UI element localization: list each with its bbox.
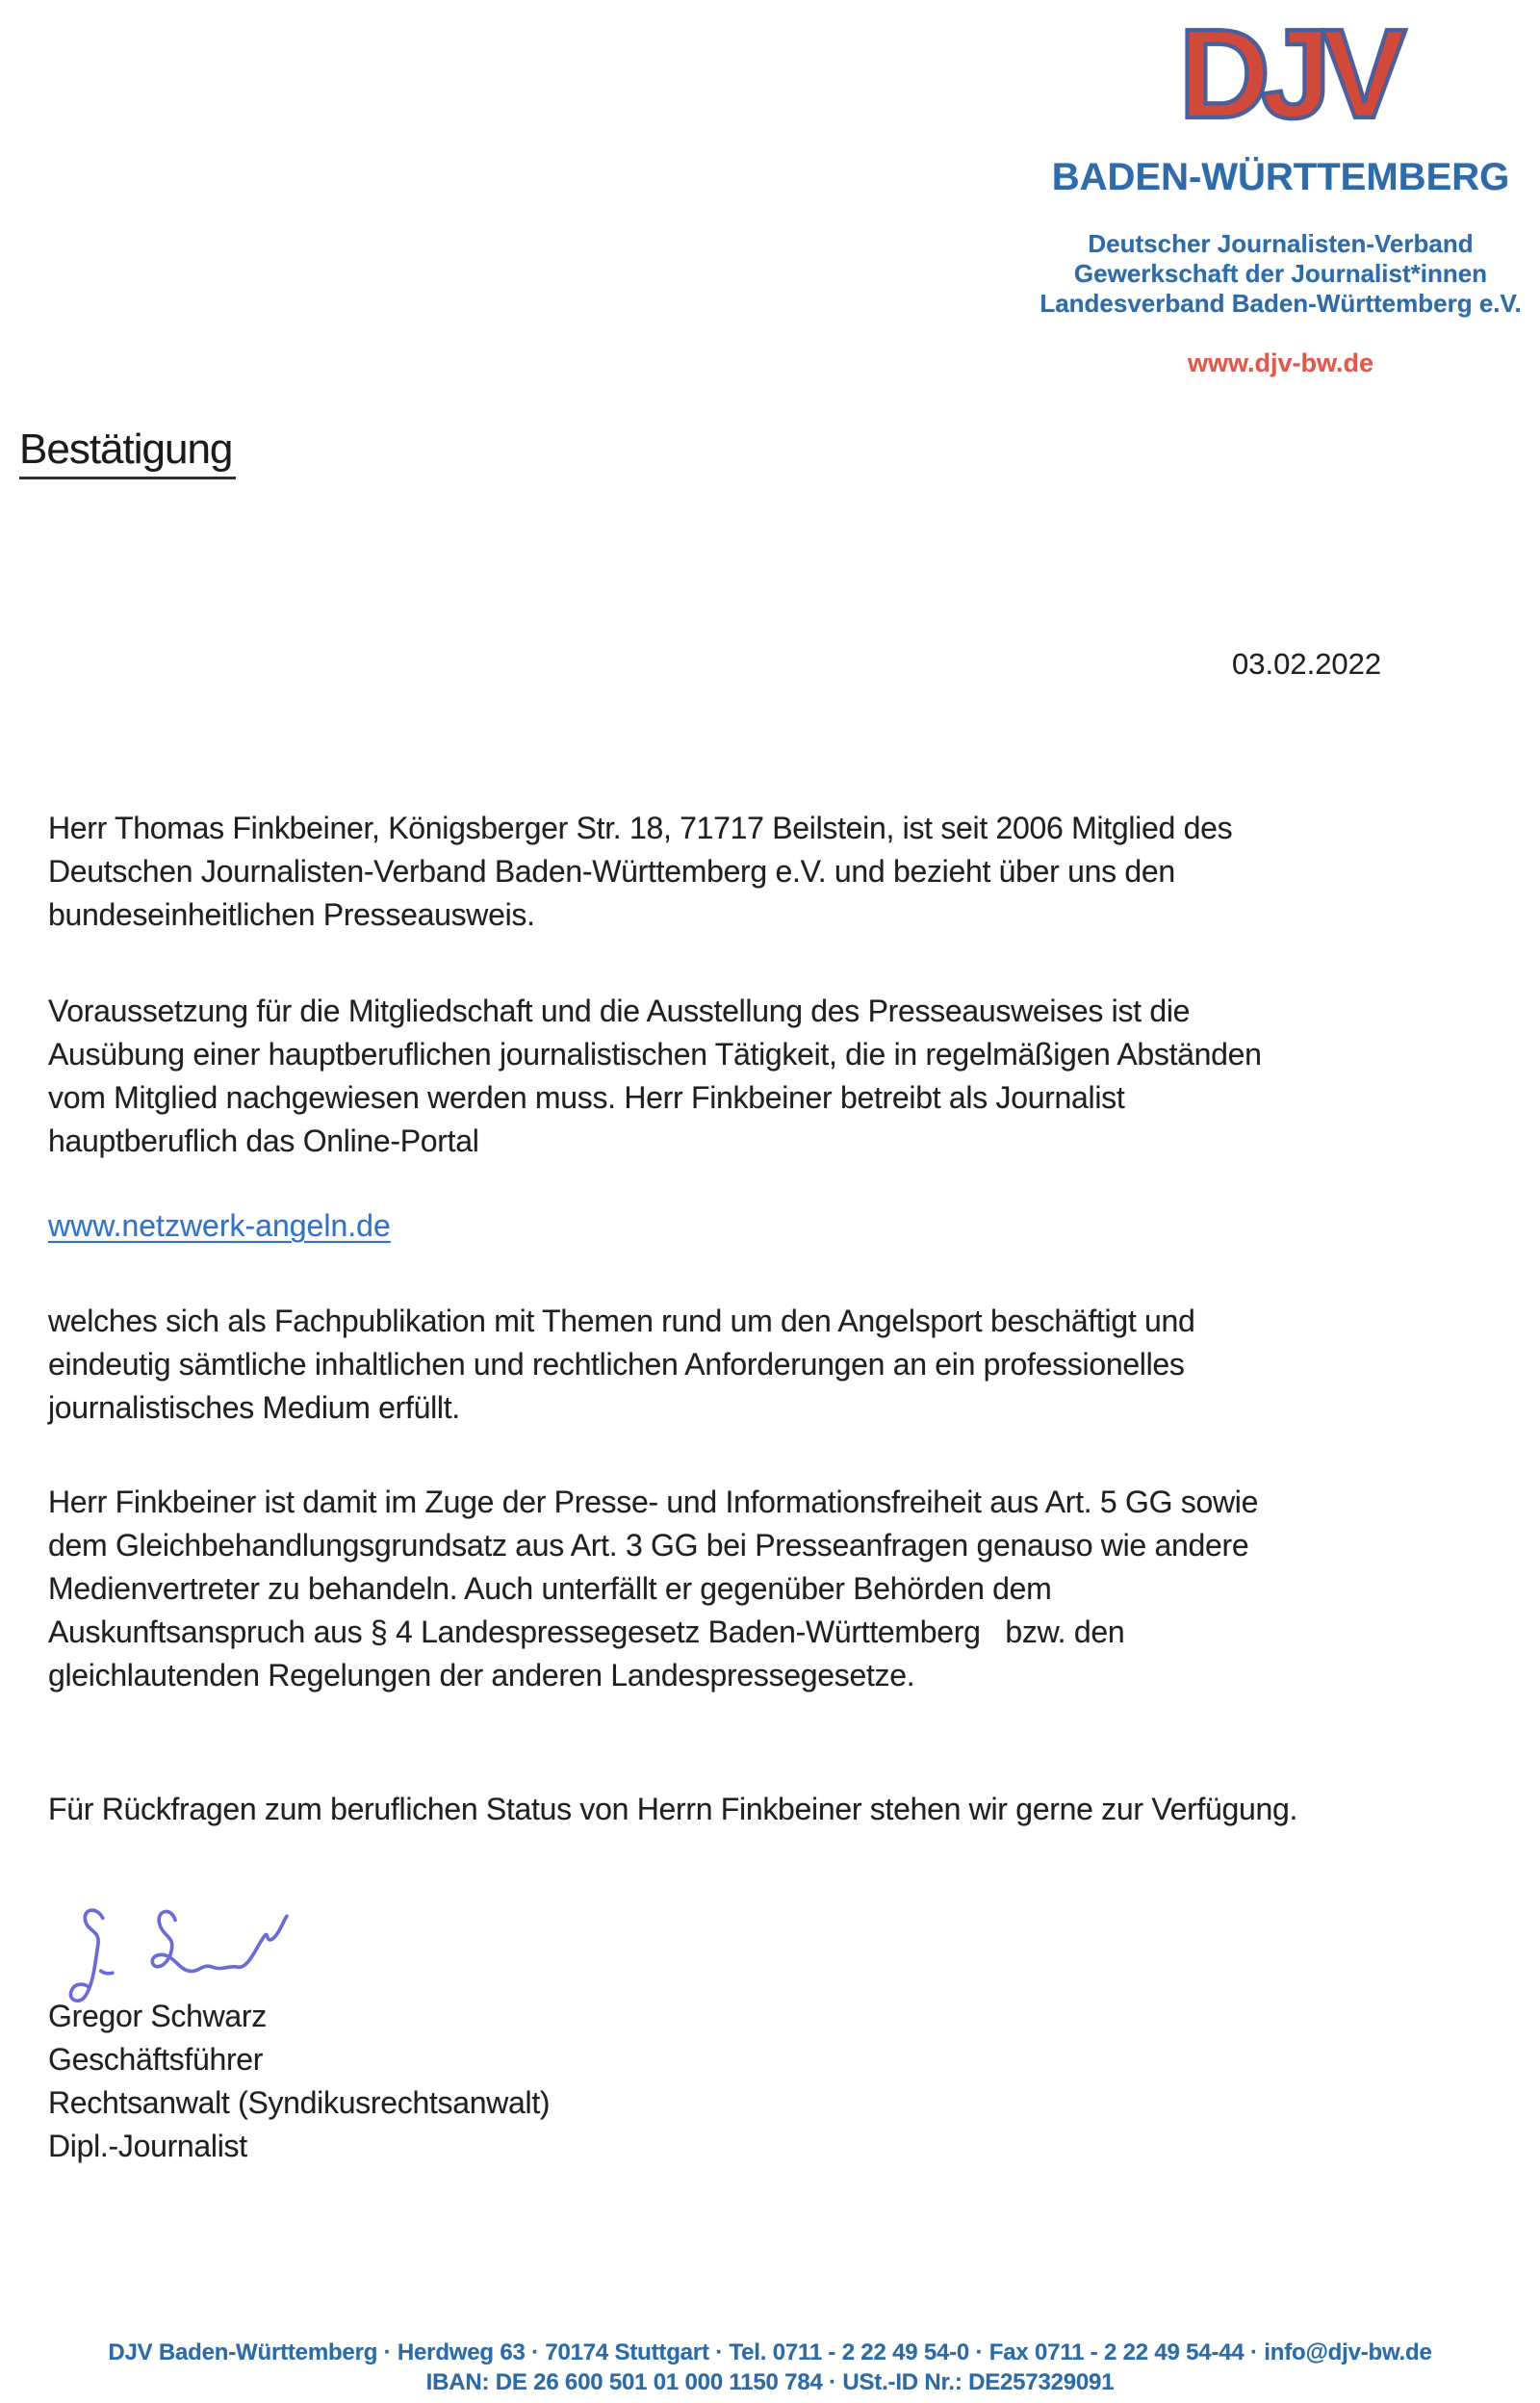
footer-contact-line: DJV Baden-Württemberg · Herdweg 63 · 70174 Stuttgart · Tel. 0711 - 2 22 49 54-0 · Fax 0711 - 2 22 49 54-44 · info@djv-bw.de	[108, 2339, 1432, 2365]
text-line: welches sich als Fachpublikation mit Themen rund um den Angelsport beschäftigt und	[48, 1304, 1195, 1338]
org-line: Landesverband Baden-Württemberg e.V.	[1040, 289, 1522, 318]
djv-logo	[1168, 2, 1408, 142]
text-line: Ausübung einer hauptberuflichen journalistischen Tätigkeit, die in regelmäßigen Abständen	[48, 1037, 1262, 1072]
paragraph-membership	[48, 807, 1232, 937]
footer-iban-line: IBAN: DE 26 600 501 01 000 1150 784 · USt.-ID Nr.: DE257329091	[425, 2369, 1115, 2395]
text-line: Auskunftsanspruch aus § 4 Landespressegesetz Baden-Württemberg bzw. den	[48, 1615, 1125, 1649]
handwritten-signature-ink	[56, 1906, 291, 2009]
signature-stroke-left	[70, 1910, 102, 2001]
organization-lines	[1033, 229, 1528, 319]
paragraph-requirements	[48, 990, 1262, 1163]
text-line: gleichlautenden Regelungen der anderen Landespressegesetze.	[48, 1658, 915, 1692]
signatory-name: Gregor Schwarz	[48, 1999, 267, 2033]
text-line: journalistisches Medium erfüllt.	[48, 1390, 460, 1425]
signature-stroke-dash	[101, 1971, 113, 1974]
text-line: hauptberuflich das Online-Portal	[48, 1124, 479, 1158]
letter-date: 03.02.2022	[1232, 647, 1382, 681]
text-line: Deutschen Journalisten-Verband Baden-Württemberg e.V. und bezieht über uns den	[48, 854, 1175, 889]
text-line: dem Gleichbehandlungsgrundsatz aus Art. 3 GG bei Presseanfragen genauso wie andere	[48, 1528, 1249, 1563]
text-line: Herr Finkbeiner ist damit im Zuge der Presse- und Informationsfreiheit aus Art. 5 GG sowie	[48, 1485, 1259, 1519]
org-line: Gewerkschaft der Journalist*innen	[1073, 259, 1488, 288]
paragraph-closing	[48, 1788, 1297, 1831]
text-line: eindeutig sämtliche inhaltlichen und rechtlichen Anforderungen an ein professionelles	[48, 1347, 1185, 1382]
signatory-title: Dipl.-Journalist	[48, 2129, 247, 2163]
region-wordmark: BADEN-WÜRTTEMBERG	[1051, 156, 1510, 198]
signatory-block	[48, 1995, 550, 2168]
letter-title: Bestätigung	[19, 426, 236, 479]
signature-stroke-right	[152, 1912, 287, 1972]
portal-link[interactable]: www.netzwerk-angeln.de	[48, 1208, 391, 1243]
text-line: bundeseinheitlichen Presseausweis.	[48, 897, 535, 932]
text-line: Herr Thomas Finkbeiner, Königsberger Str. 18, 71717 Beilstein, ist seit 2006 Mitglied des	[48, 811, 1233, 845]
org-line: Deutscher Journalisten-Verband	[1088, 229, 1474, 258]
djv-logo-text: DJV	[1178, 3, 1398, 142]
text-line: Medienvertreter zu behandeln. Auch unterfällt er gegenüber Behörden dem	[48, 1571, 1052, 1606]
signatory-title: Rechtsanwalt (Syndikusrechtsanwalt)	[48, 2085, 551, 2120]
text-line: Für Rückfragen zum beruflichen Status von Herrn Finkbeiner stehen wir gerne zur Verfügung.	[48, 1792, 1298, 1826]
text-line: Voraussetzung für die Mitgliedschaft und die Ausstellung des Presseausweises ist die	[48, 994, 1191, 1028]
text-line: vom Mitglied nachgewiesen werden muss. Herr Finkbeiner betreibt als Journalist	[48, 1080, 1125, 1115]
signatory-title: Geschäftsführer	[48, 2042, 264, 2077]
paragraph-legal	[48, 1481, 1258, 1697]
paragraph-publication	[48, 1300, 1195, 1430]
header-website-link[interactable]: www.djv-bw.de	[1187, 349, 1373, 377]
